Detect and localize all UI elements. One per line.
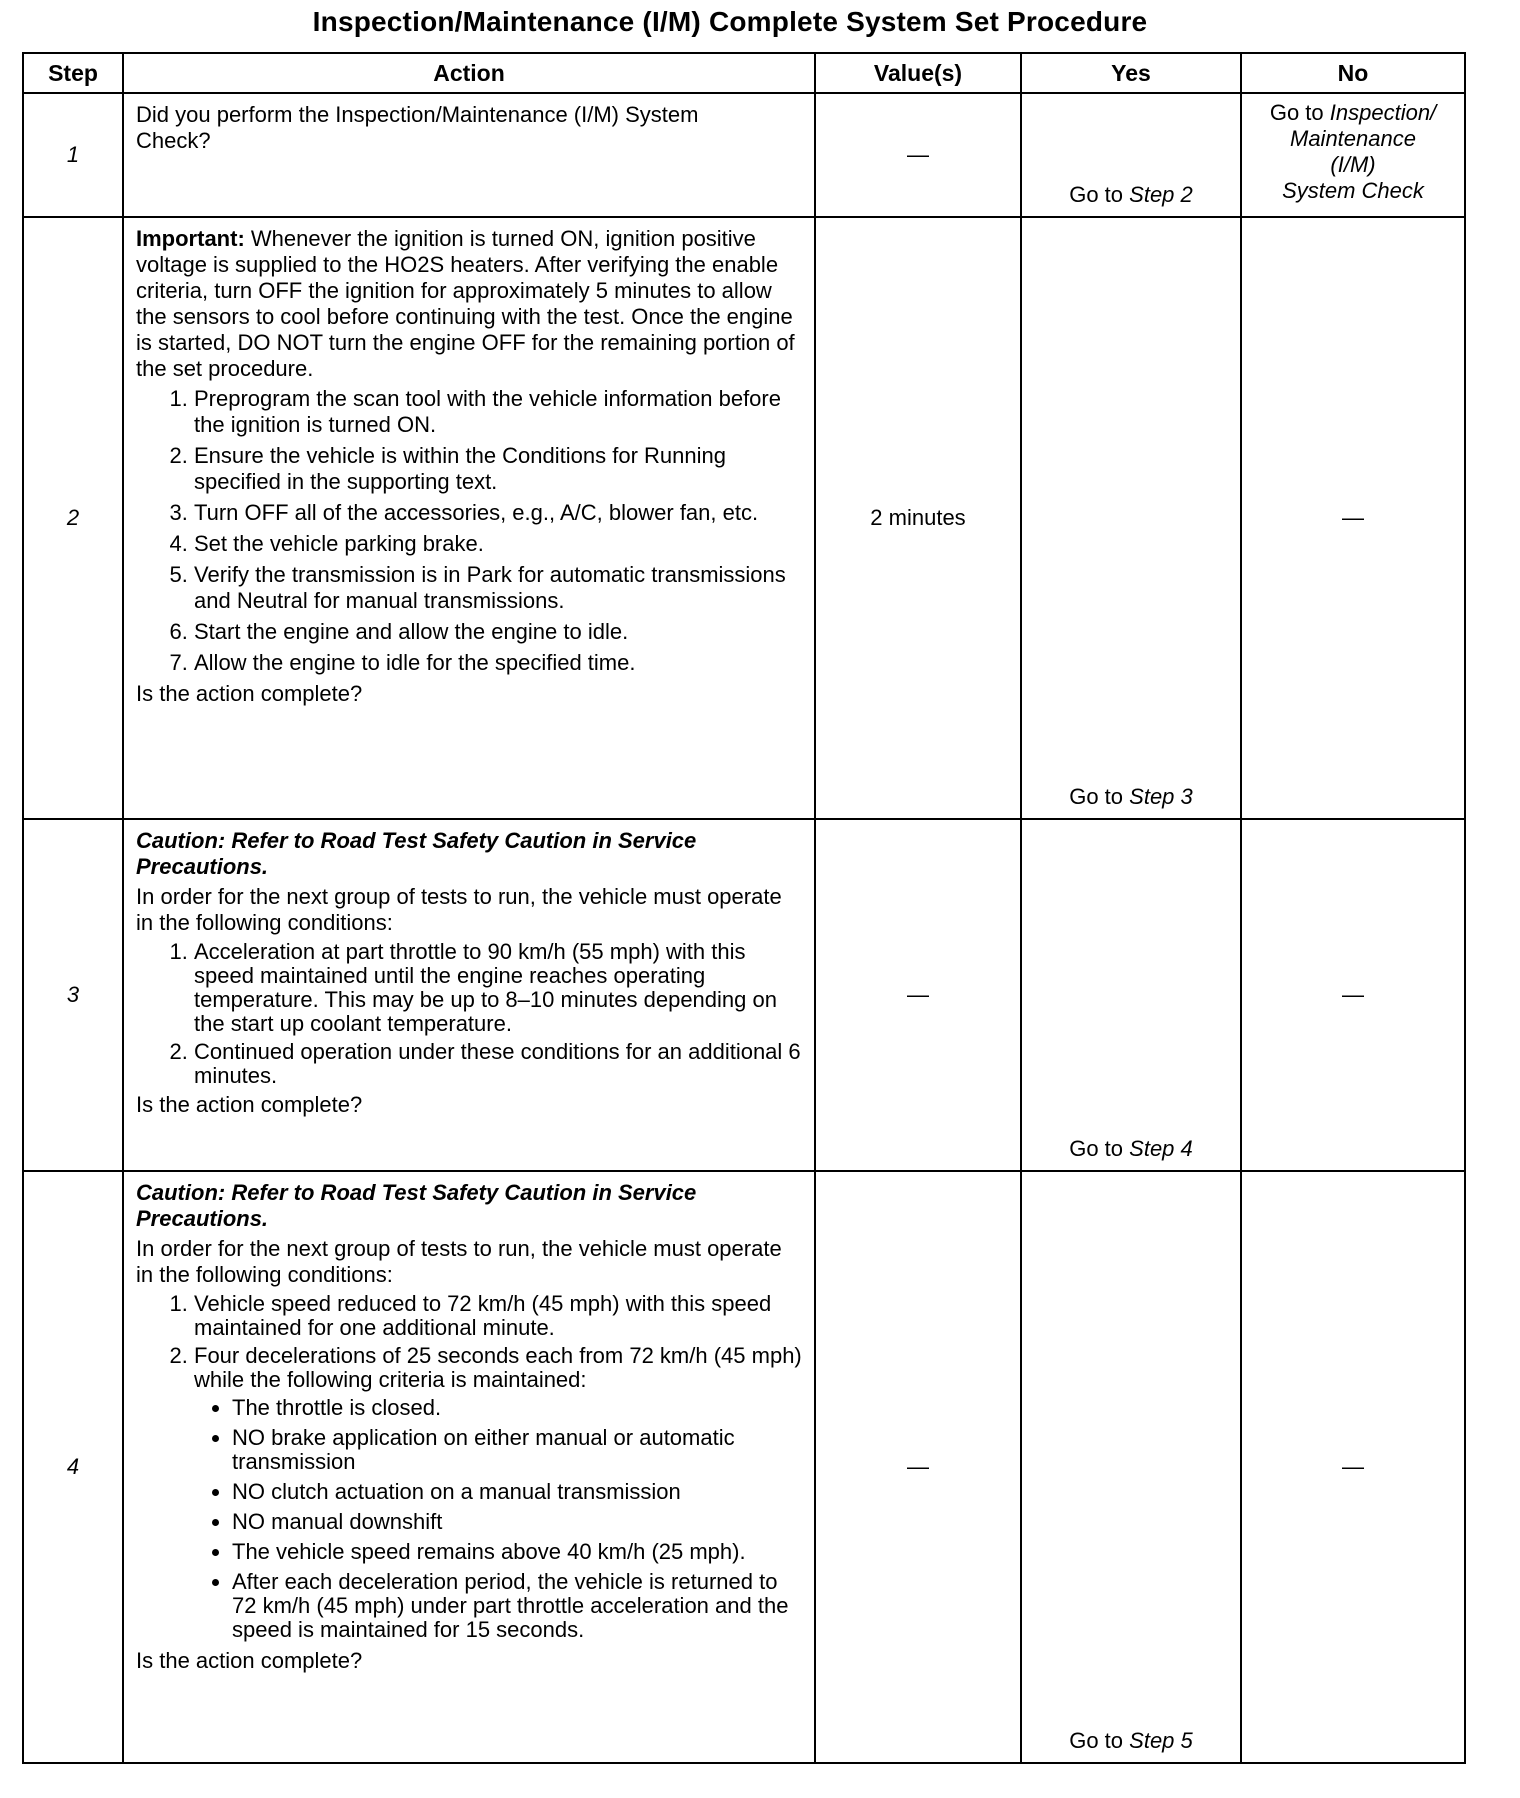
header-row bbox=[23, 53, 1465, 93]
no-target-line: Maintenance bbox=[1290, 126, 1416, 151]
no-cell: — bbox=[1241, 1171, 1465, 1763]
important-label: Important: bbox=[136, 226, 245, 251]
list-item: 1. Preprogram the scan tool with the vehicle information before the ignition is turned ON. bbox=[194, 386, 802, 438]
value-cell: — bbox=[815, 819, 1021, 1171]
yes-target: Step 2 bbox=[1129, 182, 1193, 207]
important-note bbox=[136, 226, 802, 382]
goto-label: Go to bbox=[1069, 1728, 1124, 1753]
action-steps bbox=[136, 1292, 802, 1642]
list-item: 5. Verify the transmission is in Park for automatic transmissions and Neutral for manual transmissions. bbox=[194, 562, 802, 614]
list-item: 1. Vehicle speed reduced to 72 km/h (45 mph) with this speed maintained for one additional minute. bbox=[194, 1292, 802, 1340]
yes-cell bbox=[1021, 217, 1241, 819]
no-cell bbox=[1241, 93, 1465, 217]
no-cell: — bbox=[1241, 217, 1465, 819]
table-row bbox=[23, 93, 1465, 217]
yes-cell bbox=[1021, 819, 1241, 1171]
no-target-line: System Check bbox=[1282, 178, 1424, 203]
header-values: Value(s) bbox=[815, 53, 1021, 93]
question-text: Is the action complete? bbox=[136, 1648, 363, 1673]
step-number: 2 bbox=[23, 217, 123, 819]
question-text: Is the action complete? bbox=[136, 1092, 363, 1117]
bullet-item: • NO clutch actuation on a manual transmission bbox=[232, 1480, 802, 1504]
list-item: 4. Set the vehicle parking brake. bbox=[194, 531, 802, 557]
list-item bbox=[194, 1344, 802, 1642]
list-item-text: Four decelerations of 25 seconds each from 72 km/h (45 mph) while the following criteria is maintained: bbox=[194, 1343, 802, 1392]
yes-target: Step 3 bbox=[1129, 784, 1193, 809]
yes-target: Step 4 bbox=[1129, 1136, 1193, 1161]
no-target-line: (I/M) bbox=[1330, 152, 1376, 177]
action-cell bbox=[123, 819, 815, 1171]
yes-target: Step 5 bbox=[1129, 1728, 1193, 1753]
list-item: 2. Continued operation under these conditions for an additional 6 minutes. bbox=[194, 1040, 802, 1088]
bullet-item: • The vehicle speed remains above 40 km/h (25 mph). bbox=[232, 1540, 802, 1564]
caution-note: Caution: Refer to Road Test Safety Caution in Service Precautions. bbox=[136, 828, 697, 879]
goto-label: Go to bbox=[1069, 1136, 1124, 1161]
yes-cell bbox=[1021, 1171, 1241, 1763]
table-row bbox=[23, 217, 1465, 819]
header-step: Step bbox=[23, 53, 123, 93]
action-steps bbox=[136, 386, 802, 676]
list-item: 6. Start the engine and allow the engine to idle. bbox=[194, 619, 802, 645]
procedure-table bbox=[22, 52, 1466, 1764]
header-yes: Yes bbox=[1021, 53, 1241, 93]
bullet-item: • NO brake application on either manual or automatic transmission bbox=[232, 1426, 802, 1474]
header-no: No bbox=[1241, 53, 1465, 93]
question-text: Is the action complete? bbox=[136, 681, 363, 706]
page-title: Inspection/Maintenance (I/M) Complete System Set Procedure bbox=[312, 6, 1148, 37]
criteria-list bbox=[194, 1396, 802, 1642]
step-number: 4 bbox=[23, 1171, 123, 1763]
action-cell bbox=[123, 93, 815, 217]
list-item: 3. Turn OFF all of the accessories, e.g., A/C, blower fan, etc. bbox=[194, 500, 802, 526]
yes-cell bbox=[1021, 93, 1241, 217]
value-cell: — bbox=[815, 93, 1021, 217]
no-target-line: Inspection/ bbox=[1329, 100, 1437, 125]
step-number: 1 bbox=[23, 93, 123, 217]
bullet-item: • NO manual downshift bbox=[232, 1510, 802, 1534]
important-text: Whenever the ignition is turned ON, ignition positive voltage is supplied to the HO2S heaters. After verifying the enable criteria, turn OFF the ignition for approximately 5 minutes to allow the sensors to cool before continuing with the test. Once the engine is started, DO NOT turn the engine OFF for the remaining portion of the set procedure. bbox=[136, 226, 795, 381]
action-text: Did you perform the Inspection/Maintenance (I/M) System Check? bbox=[136, 102, 699, 153]
no-cell: — bbox=[1241, 819, 1465, 1171]
step-number: 3 bbox=[23, 819, 123, 1171]
action-cell bbox=[123, 217, 815, 819]
list-item: 1. Acceleration at part throttle to 90 km/h (55 mph) with this speed maintained until the engine reaches operating temperature. This may be up to 8–10 minutes depending on the start up coolant temperature. bbox=[194, 940, 802, 1036]
action-steps bbox=[136, 940, 802, 1088]
table-row bbox=[23, 819, 1465, 1171]
list-item: 7. Allow the engine to idle for the specified time. bbox=[194, 650, 802, 676]
caution-note: Caution: Refer to Road Test Safety Caution in Service Precautions. bbox=[136, 1180, 697, 1231]
intro-text: In order for the next group of tests to run, the vehicle must operate in the following conditions: bbox=[136, 884, 782, 935]
action-cell bbox=[123, 1171, 815, 1763]
value-cell: 2 minutes bbox=[815, 217, 1021, 819]
header-action: Action bbox=[123, 53, 815, 93]
bullet-item: • After each deceleration period, the vehicle is returned to 72 km/h (45 mph) under part throttle acceleration and the speed is maintained for 15 seconds. bbox=[232, 1570, 802, 1642]
bullet-item: • The throttle is closed. bbox=[232, 1396, 802, 1420]
list-item: 2. Ensure the vehicle is within the Conditions for Running specified in the supporting text. bbox=[194, 443, 802, 495]
goto-label: Go to bbox=[1069, 784, 1124, 809]
goto-label: Go to bbox=[1069, 182, 1124, 207]
value-cell: — bbox=[815, 1171, 1021, 1763]
goto-label: Go to bbox=[1269, 100, 1324, 125]
table-row bbox=[23, 1171, 1465, 1763]
intro-text: In order for the next group of tests to run, the vehicle must operate in the following conditions: bbox=[136, 1236, 782, 1287]
